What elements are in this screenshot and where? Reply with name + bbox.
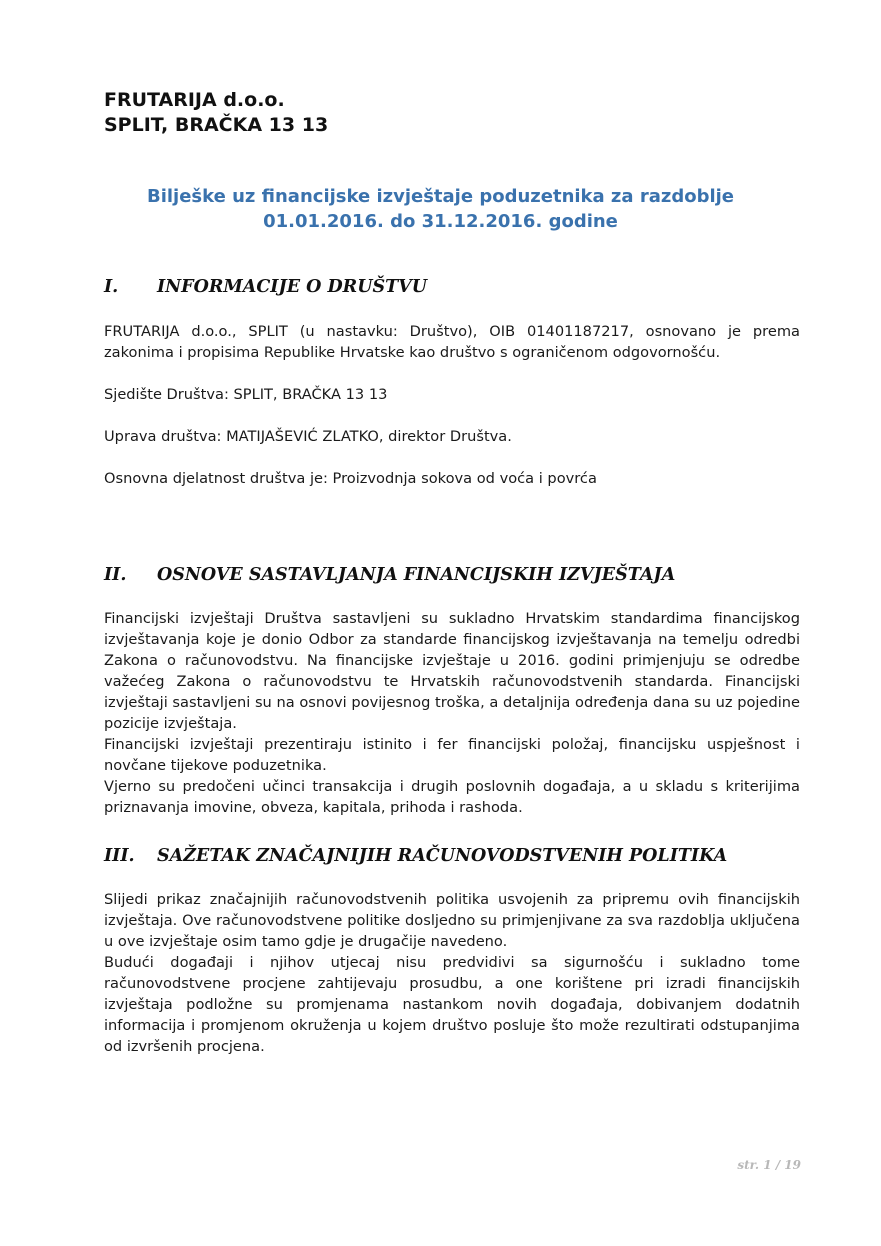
section-1-intro <box>104 321 800 363</box>
section-1-activity-text: Osnovna djelatnost društva je: Proizvodnja sokova od voća i povrća <box>104 470 597 487</box>
section-3-paragraph-1: Slijedi prikaz značajnijih računovodstvenih politika usvojenih za pripremu ovih financijskih izvještaja. Ove računovodstvene politike dosljedno su primjenjivane za sva razdoblja uključena u ove izvještaje osim tamo gdje je drugačije navedeno. <box>104 891 800 950</box>
section-3-number: III. <box>104 846 135 866</box>
section-3-heading <box>104 846 727 866</box>
section-1-activity <box>104 468 800 489</box>
section-3-title: SAŽETAK ZNAČAJNIJIH RAČUNOVODSTVENIH POLITIKA <box>157 846 728 866</box>
document-title <box>0 184 881 234</box>
section-2-paragraph-1: Financijski izvještaji Društva sastavljeni su sukladno Hrvatskim standardima financijskog izvještavanja koje je donio Odbor za standarde financijskog izvještavanja na temelju odredbi Zakona o računovodstvu. Na financijske izvještaje u 2016. godini primjenjuju se odredbe važećeg Zakona o računovodstvu te Hrvatskih računovodstvenih standarda. Financijski izvještaji sastavljeni su na osnovi povijesnog troška, a detaljnija određenja dana su uz pojedine pozicije izvještaja. <box>104 610 800 732</box>
section-2-body <box>104 608 800 818</box>
section-2-number: II. <box>104 565 127 585</box>
section-2-title: OSNOVE SASTAVLJANJA FINANCIJSKIH IZVJEŠTAJA <box>157 565 676 585</box>
company-address: SPLIT, BRAČKA 13 13 <box>104 114 329 136</box>
section-1-seat <box>104 384 800 405</box>
section-2-paragraph-2: Financijski izvještaji prezentiraju istinito i fer financijski položaj, financijsku uspješnost i novčane tijekove poduzetnika. <box>104 736 800 774</box>
section-2-heading <box>104 565 675 585</box>
section-2-paragraph-3: Vjerno su predočeni učinci transakcija i drugih poslovnih događaja, a u skladu s kriterijima priznavanja imovine, obveza, kapitala, prihoda i rashoda. <box>104 778 800 816</box>
company-name: FRUTARIJA d.o.o. <box>104 89 285 111</box>
section-1-management <box>104 426 800 447</box>
section-1-management-text: Uprava društva: MATIJAŠEVIĆ ZLATKO, direktor Društva. <box>104 428 512 445</box>
document-title-line1: Bilješke uz financijske izvještaje poduzetnika za razdoblje <box>146 186 735 207</box>
page-number: str. 1 / 19 <box>737 1158 801 1172</box>
section-1-number: I. <box>104 277 119 297</box>
section-3-paragraph-2: Budući događaji i njihov utjecaj nisu predvidivi sa sigurnošću i sukladno tome računovodstvene procjene zahtijevaju prosudbu, a one korištene pri izradi financijskih izvještaja podložne su promjenama nastankom novih događaja, dobivanjem dodatnih informacija i promjenom okruženja u kojem društvo posluje što može rezultirati odstupanjima od izvršenih procjena. <box>104 954 800 1055</box>
document-title-line2: 01.01.2016. do 31.12.2016. godine <box>263 211 618 232</box>
section-1-title: INFORMACIJE O DRUŠTVU <box>157 277 427 297</box>
section-3-body <box>104 889 800 1057</box>
company-header <box>104 88 328 138</box>
section-1-heading <box>104 277 427 297</box>
section-1-seat-text: Sjedište Društva: SPLIT, BRAČKA 13 13 <box>104 386 388 403</box>
section-1-intro-text: FRUTARIJA d.o.o., SPLIT (u nastavku: Društvo), OIB 01401187217, osnovano je prema zakonima i propisima Republike Hrvatske kao društvo s ograničenom odgovornošću. <box>104 323 800 361</box>
